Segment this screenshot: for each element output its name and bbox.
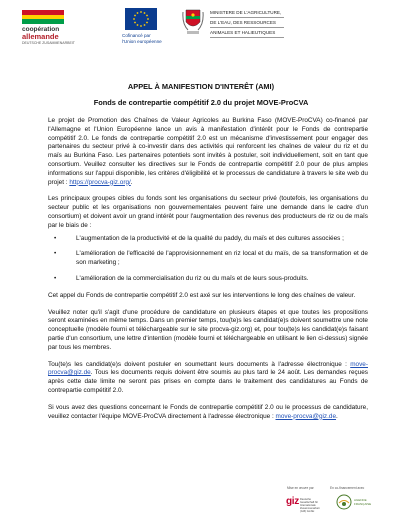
giz-logo: giz bbox=[286, 496, 299, 507]
partner-name: AGENCE FRANÇAISE bbox=[354, 498, 372, 506]
project-website-link[interactable]: https://procva-giz.org/ bbox=[69, 178, 131, 186]
paragraph-focus: Cet appel du Fonds de contrepartie compétitif 2.0 est axé sur les interventions le long des chaînes de valeur. bbox=[48, 291, 356, 299]
list-item: • L'augmentation de la productivité et de la qualité du paddy, du maïs et des cultures associées ; bbox=[48, 235, 368, 244]
list-item: • L'amélioration de l'efficacité de l'approvisionnement en riz local et du maïs, de sa transformation et de son marketing ; bbox=[48, 250, 368, 268]
list-item: • L'amélioration de la commercialisation du riz ou du maïs et de leurs sous-produits. bbox=[48, 275, 368, 284]
burkina-flag-logo bbox=[22, 10, 64, 24]
ministry-crest-logo bbox=[182, 6, 204, 36]
partner-logo bbox=[336, 494, 352, 510]
paragraph-procedure: Veuillez noter qu'il s'agit d'une procédure de candidature en plusieurs étapes et que toutes les propositions seront examinées en même temps. Dans un premier temps, tou(te)s les candidat(e)s doivent soumettre une note conceptuelle (modèle fourni et téléchargeable sur le site procva-giz.org) et, pour tou(te)s les candidat(e)s faisant partie d'un consortium, une lettre d'intention (modèle fourni et téléchargeable en utilisant le lien ci-dessus) signée par tous les membres. bbox=[48, 308, 368, 351]
eu-flag-logo bbox=[125, 8, 157, 30]
giz-caption: Mise en œuvre par bbox=[287, 486, 314, 490]
paragraph-target-groups: Les principaux groupes cibles du fonds sont les organisations du secteur privé (toutefois, les organisations du secteur public et les organisations non gouvernementales peuvent faire une demande dans le cadre d'un consortium) et doivent avoir un grand intérêt pour l'augmentation des revenus des producteurs de riz ou de maïs par le biais de : bbox=[48, 195, 368, 229]
paragraph-contact: Si vous avez des questions concernant le Fonds de contrepartie compétitif 2.0 ou le processus de candidature, veuillez contacter l'équipe MOVE-ProCVA directement à l'adresse électronique : move-procva@giz.de. bbox=[48, 403, 368, 420]
document-subtitle: Fonds de contrepartie compétitif 2.0 du projet MOVE-ProCVA bbox=[93, 98, 309, 107]
contact-email-link[interactable]: move-procva@giz.de bbox=[275, 412, 337, 420]
document-title: APPEL À MANIFESTION D'INTERÊT (AMI) bbox=[127, 82, 275, 91]
cooperation-allemande-logo: coopération allemande DEUTSCHE ZUSAMMENARBEIT bbox=[22, 26, 75, 45]
giz-full-name: Deutsche Gesellschaft für Internationale Zusammenarbeit (GIZ) GmbH bbox=[300, 498, 320, 513]
paragraph-submission: Tou(te)s les candidat(e)s doivent postuler en soumettant leurs documents à l'adresse électronique : move-procva@giz.de. Tous les documents requis doivent être soumis au plus tard le 24 août. Les demandes reçues après cette date limite ne seront pas prises en compte dans le traitement des candidatures au Fonds de contrepartie compétitif 2.0. bbox=[48, 360, 368, 394]
paragraph-intro: Le projet de Promotion des Chaînes de Valeur Agricoles au Burkina Faso (MOVE-ProCVA) co-financé par l'Allemagne et l'Union Européenne lance un avis à manifestation d'intérêt pour le Fonds de contrepartie compétitif 2.0. Le fonds de contrepartie compétitif 2.0 est un mécanisme d'investissement pour engager des partenaires du secteur privé à co-investir dans des activités qui renforcent les chaînes de valeur du riz et du maïs au Burkina Faso. Les partenaires potentiels sont invités à postuler, soit individuellement, soit en tant que consortium. Veuillez consulter les directives sur le Fonds de contrepartie compétitif 2.0 pour de plus amples informations sur l'appui disponible, les critères d'éligibilité et le processus de candidature à travers le site web du projet : https://procva-giz.org/. bbox=[48, 117, 368, 186]
ministry-name: MINISTERE DE L'AGRICULTURE, DE L'EAU, DES RESSOURCES ANIMALES ET HALIEUTIQUES bbox=[210, 8, 284, 38]
partner-caption: En co-financement avec bbox=[330, 486, 365, 490]
page-header bbox=[0, 0, 402, 62]
objectives-list bbox=[48, 235, 368, 284]
eu-cofinance-label: Cofinancé par l'Union européenne bbox=[122, 33, 162, 44]
document-body bbox=[48, 117, 368, 429]
submission-email-link[interactable]: move-procva@giz.de bbox=[48, 360, 368, 377]
